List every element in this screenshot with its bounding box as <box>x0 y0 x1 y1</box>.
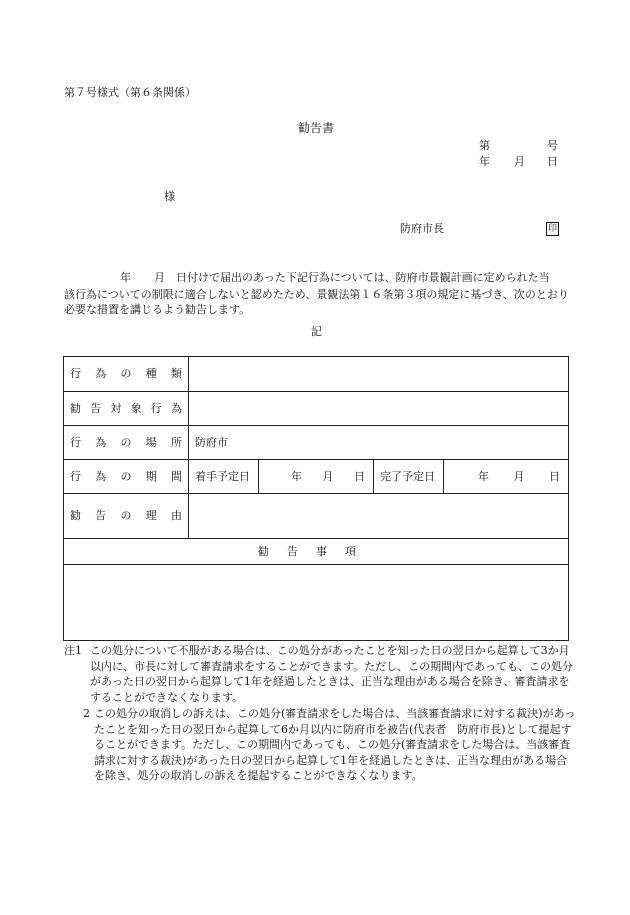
label-char: 為 <box>95 469 107 483</box>
value-target-action[interactable] <box>189 392 569 426</box>
section-value[interactable] <box>64 565 569 641</box>
value-location[interactable]: 防府市 <box>189 426 569 460</box>
label-char: 所 <box>171 435 182 449</box>
label-char: 間 <box>171 469 182 483</box>
label-period-text <box>70 470 182 483</box>
label-action-type <box>64 357 189 392</box>
start-date-field[interactable] <box>259 460 374 494</box>
label-char: 為 <box>170 401 182 415</box>
label-char: 行 <box>70 435 81 449</box>
label-char: の <box>120 469 132 483</box>
start-year-unit: 年 <box>291 469 302 483</box>
label-char: 対 <box>110 401 122 415</box>
end-year-unit: 年 <box>478 469 489 483</box>
label-target-action <box>64 392 189 426</box>
section-header-cell <box>64 539 569 565</box>
label-action-type-text <box>70 367 182 380</box>
body-date-year: 年 <box>120 271 131 284</box>
issuer-name: 防府市長 <box>400 222 444 235</box>
seal-mark <box>546 221 559 236</box>
start-month-unit: 月 <box>322 469 334 483</box>
note-text-1: この処分について不服がある場合は、この処分があったことを知った日の翌日から起算して3か月以内に、市長に対して審査請求をすることができます。ただし、この期間内であっても、この処分があった日の翌日から起算して1年を経過したときは、正当な理由がある場合を除き、審査請求をすることができなくなります。 <box>90 644 574 704</box>
label-char: の <box>120 367 132 381</box>
label-char: 為 <box>95 367 107 381</box>
form-number: 第７号様式（第６条関係） <box>64 86 196 99</box>
note-marker-2: 2 <box>83 707 90 720</box>
label-target-action-text <box>70 402 182 415</box>
note-item-2 <box>64 706 576 784</box>
value-action-type[interactable] <box>189 357 569 392</box>
label-char: 行 <box>70 469 81 483</box>
label-char: 告 <box>90 401 102 415</box>
label-char: 象 <box>130 401 142 415</box>
recipient-suffix: 様 <box>164 190 175 203</box>
note-item-1 <box>64 643 576 705</box>
start-date-units <box>265 470 367 483</box>
table-row-section-header <box>64 539 569 565</box>
table-row-period <box>64 460 569 494</box>
label-char: 勧 <box>70 401 81 415</box>
label-reason-text <box>70 509 182 522</box>
end-date-label: 完了予定日 <box>374 460 444 494</box>
page-title: 勧告書 <box>298 121 335 135</box>
number-suffix: 号 <box>547 139 558 152</box>
label-char: 行 <box>70 367 81 381</box>
label-char: 告 <box>95 509 107 523</box>
label-period <box>64 460 189 494</box>
table-row-action-type <box>64 357 569 392</box>
seal-stamp-icon: 印 <box>547 224 557 234</box>
section-header: 勧告事項 <box>258 544 374 558</box>
label-char: 類 <box>171 367 182 381</box>
body-text-rest: 該行為についての制限に適合しないと認めたため、景観法第１６条第３項の規定に基づき、次のとおり必要な措置を講じるよう勧告します。 <box>64 288 569 316</box>
date-year: 年 <box>479 155 490 168</box>
label-char: 理 <box>145 509 157 523</box>
body-date-month: 月 <box>154 271 165 284</box>
note-text-2: この処分の取消しの訴えは、この処分(審査請求をした場合は、当該審査請求に対する裁決)があったことを知った日の翌日から起算して6か月以内に防府市を被告(代表者 防府市長)として提起することができます。ただし、この期間内であっても、この処分(審査請求をした場合は、当該審査請求に対する裁決)があった日の翌日から起算して1年を経過したときは、正当な理由がある場合を除き、処分の取消しの訴えを提起することができなくなります。 <box>94 707 576 782</box>
label-char: 行 <box>150 401 162 415</box>
notes-section <box>64 643 576 784</box>
label-char: の <box>120 435 132 449</box>
label-char: 種 <box>145 367 157 381</box>
date-day: 日 <box>547 155 558 168</box>
body-text-first: 日付けで届出のあった下記行為については、防府市景観計画に定められた当 <box>176 271 550 284</box>
end-day-unit: 日 <box>549 469 560 483</box>
start-day-unit: 日 <box>354 469 365 483</box>
label-char: 由 <box>171 509 182 523</box>
label-location-text <box>70 436 182 449</box>
note-marker-1: 注1 <box>64 644 82 657</box>
number-prefix: 第 <box>479 139 490 152</box>
label-reason <box>64 494 189 539</box>
date-month: 月 <box>514 155 525 168</box>
ki-label: 記 <box>311 325 322 338</box>
label-char: の <box>120 509 132 523</box>
end-date-units <box>450 470 562 483</box>
label-location <box>64 426 189 460</box>
label-char: 為 <box>95 435 107 449</box>
table-row-section-body <box>64 565 569 641</box>
end-date-field[interactable] <box>444 460 569 494</box>
table-row-target-action <box>64 392 569 426</box>
end-month-unit: 月 <box>513 469 525 483</box>
start-date-label: 着手予定日 <box>189 460 259 494</box>
label-char: 場 <box>145 435 157 449</box>
table-row-location <box>64 426 569 460</box>
label-char: 勧 <box>70 509 81 523</box>
table-row-reason <box>64 494 569 539</box>
value-reason[interactable] <box>189 494 569 539</box>
label-char: 期 <box>145 469 157 483</box>
recommendation-table <box>63 356 569 641</box>
